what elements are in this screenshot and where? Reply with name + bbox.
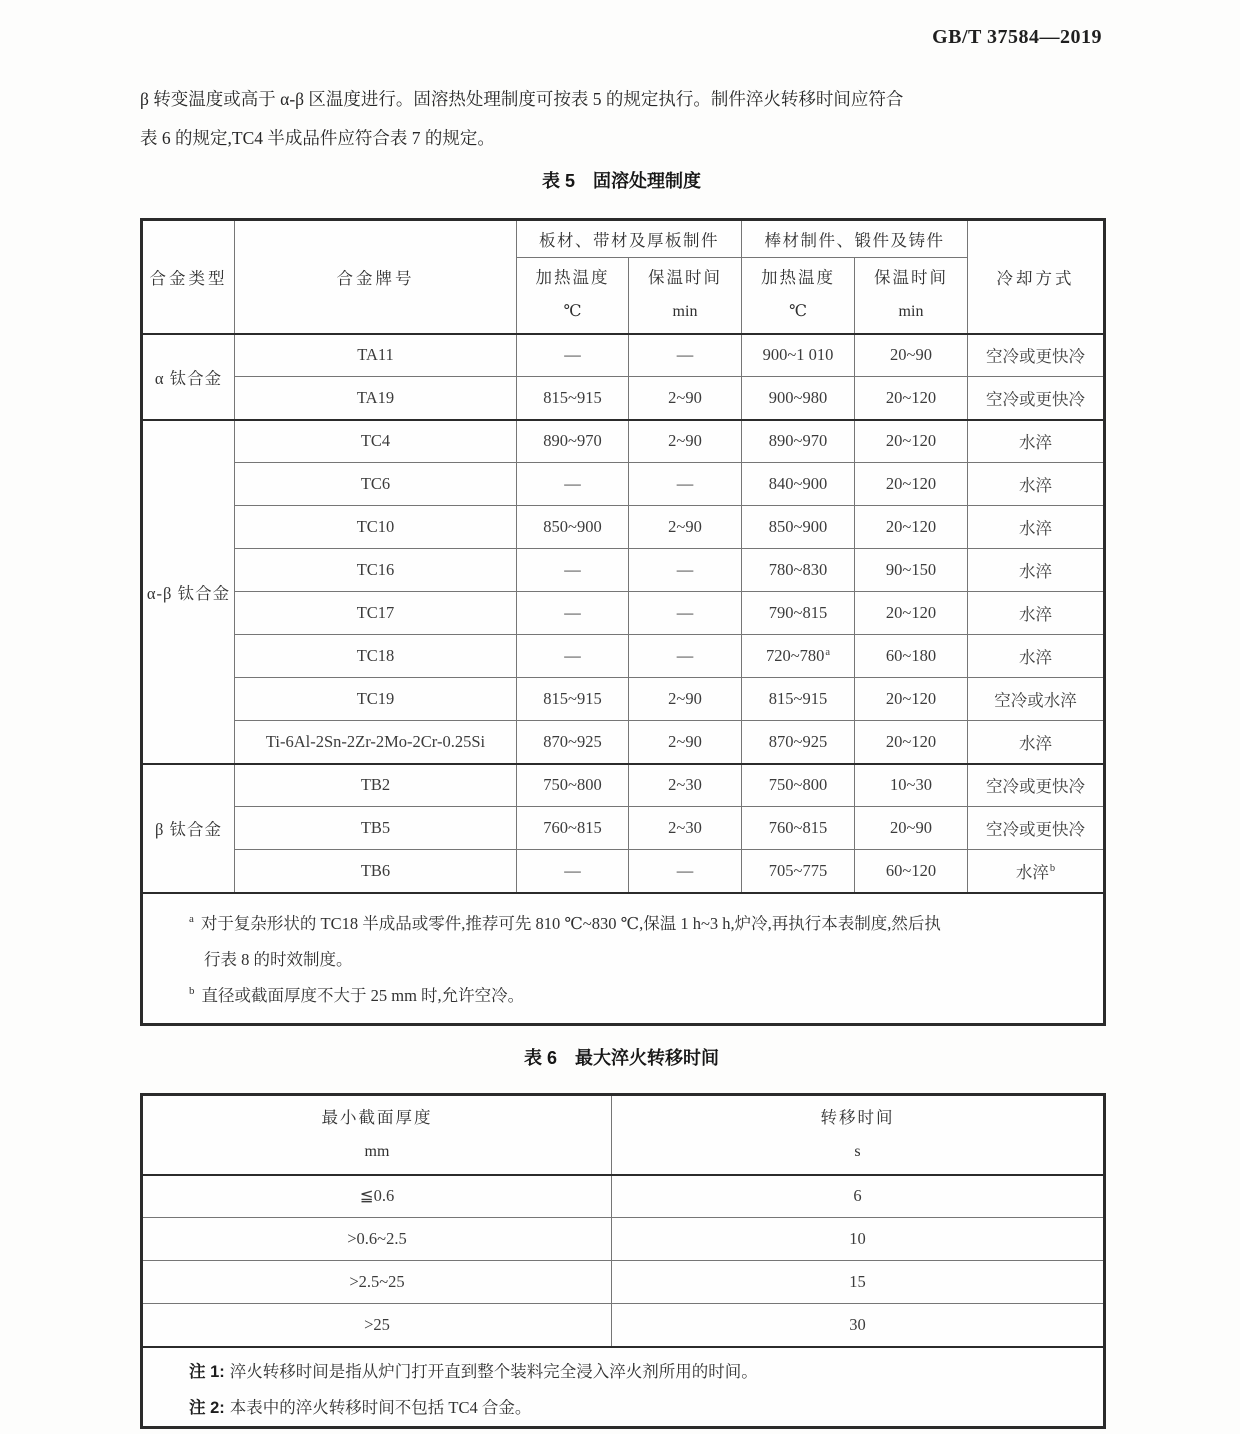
table-row <box>142 678 1105 721</box>
cell-thickness: >0.6~2.5 <box>142 1218 612 1261</box>
cell-plate-temp: 850~900 <box>517 506 629 549</box>
footnote-a <box>189 906 1079 942</box>
cell-bar-temp: 750~800 <box>742 764 855 807</box>
cell-bar-temp: 870~925 <box>742 721 855 764</box>
table-row <box>142 592 1105 635</box>
header-group-bar: 棒材制件、锻件及铸件 <box>742 220 968 258</box>
cell-cooling: 空冷或更快冷 <box>968 334 1105 377</box>
header-bar-hold-time <box>855 258 968 334</box>
table-row <box>142 334 1105 377</box>
table-row <box>142 506 1105 549</box>
cell-plate-time: 2~90 <box>629 678 742 721</box>
table-row <box>142 1175 1105 1218</box>
alloy-type-cell: α-β 钛合金 <box>142 420 235 764</box>
table6-notes <box>142 1347 1105 1428</box>
cell-bar-time: 60~180 <box>855 635 968 678</box>
table6-quench-transfer-time <box>140 1093 1106 1429</box>
cell-grade: TA19 <box>235 377 517 420</box>
cell-grade: Ti-6Al-2Sn-2Zr-2Mo-2Cr-0.25Si <box>235 721 517 764</box>
table6-title-label: 表 6 <box>523 1048 557 1068</box>
footnote-marker: a <box>189 913 194 925</box>
cell-bar-time: 20~120 <box>855 377 968 420</box>
table5-footnotes <box>142 893 1105 1025</box>
header-label: 加热温度 <box>761 268 835 288</box>
cell-bar-temp: 780~830 <box>742 549 855 592</box>
cell-grade: TC4 <box>235 420 517 463</box>
header-alloy-type: 合金类型 <box>142 220 235 334</box>
header-unit: ℃ <box>789 303 807 321</box>
header-min-thickness <box>142 1095 612 1175</box>
cell-value: 水淬 <box>1015 862 1049 882</box>
header-group-plate: 板材、带材及厚板制件 <box>517 220 742 258</box>
cell-bar-temp: 790~815 <box>742 592 855 635</box>
cell-bar-time: 20~120 <box>855 678 968 721</box>
cell-plate-time: — <box>629 549 742 592</box>
cell-plate-time: 2~90 <box>629 377 742 420</box>
table-row <box>142 463 1105 506</box>
header-unit: min <box>898 303 924 321</box>
cell-grade: TC6 <box>235 463 517 506</box>
note-label: 注 2: <box>189 1398 225 1417</box>
cell-plate-temp: 890~970 <box>517 420 629 463</box>
cell-plate-temp: — <box>517 850 629 893</box>
table-row <box>142 850 1105 893</box>
cell-value: 720~780 <box>765 646 825 665</box>
cell-cooling: 空冷或水淬 <box>968 678 1105 721</box>
cell-cooling: 水淬 <box>968 549 1105 592</box>
table5-title <box>140 167 1103 193</box>
cell-plate-time: — <box>629 850 742 893</box>
cell-cooling: 水淬 <box>968 506 1105 549</box>
header-plate-heat-temp <box>517 258 629 334</box>
alloy-type-cell: α 钛合金 <box>142 334 235 420</box>
header-cooling: 冷却方式 <box>968 220 1105 334</box>
cell-bar-time: 10~30 <box>855 764 968 807</box>
alloy-type-cell: β 钛合金 <box>142 764 235 893</box>
cell-cooling: 水淬 <box>968 721 1105 764</box>
cell-thickness: >2.5~25 <box>142 1261 612 1304</box>
cell-cooling: 空冷或更快冷 <box>968 764 1105 807</box>
note-text: 淬火转移时间是指从炉门打开直到整个装料完全浸入淬火剂所用的时间。 <box>229 1361 758 1381</box>
table-row <box>142 420 1105 463</box>
cell-bar-time: 20~120 <box>855 463 968 506</box>
cell-bar-time: 20~90 <box>855 334 968 377</box>
cell-cooling: 水淬 <box>968 635 1105 678</box>
cell-cooling: 水淬 <box>968 463 1105 506</box>
table-row <box>142 807 1105 850</box>
header-label: 加热温度 <box>535 268 610 288</box>
cell-plate-temp: 750~800 <box>517 764 629 807</box>
table-row <box>142 549 1105 592</box>
cell-plate-temp: — <box>517 635 629 678</box>
header-label: 保温时间 <box>648 268 722 288</box>
cell-grade: TC18 <box>235 635 517 678</box>
cell-cooling: 空冷或更快冷 <box>968 807 1105 850</box>
header-unit: ℃ <box>563 303 582 321</box>
cell-bar-temp <box>742 635 855 678</box>
table-row <box>142 1218 1105 1261</box>
cell-plate-temp: — <box>517 549 629 592</box>
intro-paragraph <box>140 80 1103 158</box>
cell-grade: TC16 <box>235 549 517 592</box>
header-label: 最小截面厚度 <box>321 1107 433 1127</box>
cell-bar-temp: 840~900 <box>742 463 855 506</box>
cell-grade: TB2 <box>235 764 517 807</box>
cell-bar-temp: 850~900 <box>742 506 855 549</box>
cell-thickness: ≦0.6 <box>142 1175 612 1218</box>
cell-bar-temp: 705~775 <box>742 850 855 893</box>
cell-cooling: 水淬 <box>968 592 1105 635</box>
cell-cooling: 空冷或更快冷 <box>968 377 1105 420</box>
cell-thickness: >25 <box>142 1304 612 1347</box>
cell-cooling <box>968 850 1105 893</box>
header-plate-hold-time <box>629 258 742 334</box>
cell-grade: TA11 <box>235 334 517 377</box>
cell-bar-temp: 890~970 <box>742 420 855 463</box>
cell-cooling: 水淬 <box>968 420 1105 463</box>
cell-bar-temp: 760~815 <box>742 807 855 850</box>
cell-plate-time: 2~90 <box>629 506 742 549</box>
note-1 <box>189 1354 1079 1390</box>
cell-plate-temp: 870~925 <box>517 721 629 764</box>
header-unit: s <box>854 1142 861 1160</box>
cell-plate-temp: 815~915 <box>517 678 629 721</box>
cell-plate-time: — <box>629 592 742 635</box>
table5-title-text: 固溶处理制度 <box>593 171 701 191</box>
cell-grade: TB6 <box>235 850 517 893</box>
cell-bar-temp: 900~980 <box>742 377 855 420</box>
cell-bar-time: 20~90 <box>855 807 968 850</box>
footnote-text: 对于复杂形状的 TC18 半成品或零件,推荐可先 810 ℃~830 ℃,保温 1 h~3 h,炉冷,再执行本表制度,然后执 <box>200 913 941 933</box>
cell-plate-temp: — <box>517 463 629 506</box>
cell-plate-time: — <box>629 463 742 506</box>
table-row <box>142 377 1105 420</box>
note-2 <box>189 1390 1079 1426</box>
table5-footnote-row <box>142 893 1105 1025</box>
header-transfer-time <box>612 1095 1105 1175</box>
cell-bar-time: 60~120 <box>855 850 968 893</box>
table6-title-text: 最大淬火转移时间 <box>575 1048 719 1068</box>
cell-plate-time: 2~30 <box>629 764 742 807</box>
intro-line: β 转变温度或高于 α-β 区温度进行。固溶热处理制度可按表 5 的规定执行。制件淬火转移时间应符合 <box>140 89 904 109</box>
cell-plate-time: — <box>629 334 742 377</box>
cell-time: 15 <box>612 1261 1105 1304</box>
cell-plate-temp: — <box>517 334 629 377</box>
footnote-marker: b <box>189 985 195 997</box>
cell-bar-time: 20~120 <box>855 506 968 549</box>
cell-time: 6 <box>612 1175 1105 1218</box>
footnote-text: 直径或截面厚度不大于 25 mm 时,允许空冷。 <box>201 985 525 1005</box>
table-row <box>142 1304 1105 1347</box>
footnote-ref: b <box>1049 863 1056 875</box>
cell-time: 10 <box>612 1218 1105 1261</box>
table-row <box>142 635 1105 678</box>
standard-code: GB/T 37584—2019 <box>932 26 1102 48</box>
cell-grade: TB5 <box>235 807 517 850</box>
cell-bar-temp: 900~1 010 <box>742 334 855 377</box>
cell-grade: TC17 <box>235 592 517 635</box>
note-label: 注 1: <box>189 1362 225 1381</box>
table6-notes-row <box>142 1347 1105 1428</box>
cell-plate-time: 2~90 <box>629 721 742 764</box>
cell-plate-time: 2~90 <box>629 420 742 463</box>
footnote-b <box>189 978 1079 1014</box>
header-label: 转移时间 <box>820 1107 895 1127</box>
header-bar-heat-temp <box>742 258 855 334</box>
footnote-a-continued: 行表 8 的时效制度。 <box>204 949 353 969</box>
cell-plate-temp: 815~915 <box>517 377 629 420</box>
intro-line: 表 6 的规定,TC4 半成品件应符合表 7 的规定。 <box>140 128 495 148</box>
cell-bar-time: 90~150 <box>855 549 968 592</box>
cell-plate-temp: 760~815 <box>517 807 629 850</box>
table5-header-row1 <box>142 220 1105 258</box>
table5-title-label: 表 5 <box>541 171 575 191</box>
cell-plate-time: 2~30 <box>629 807 742 850</box>
table6-title <box>140 1044 1103 1070</box>
table6-header-row <box>142 1095 1105 1175</box>
cell-plate-temp: — <box>517 592 629 635</box>
header-alloy-grade: 合金牌号 <box>235 220 517 334</box>
cell-bar-time: 20~120 <box>855 420 968 463</box>
cell-bar-temp: 815~915 <box>742 678 855 721</box>
header-unit: min <box>672 303 698 321</box>
table-row <box>142 764 1105 807</box>
cell-grade: TC10 <box>235 506 517 549</box>
footnote-ref: a <box>825 646 831 658</box>
cell-bar-time: 20~120 <box>855 721 968 764</box>
table-row <box>142 721 1105 764</box>
header-unit: mm <box>364 1142 390 1160</box>
table5-solution-treatment <box>140 218 1106 1026</box>
note-text: 本表中的淬火转移时间不包括 TC4 合金。 <box>229 1397 532 1417</box>
cell-bar-time: 20~120 <box>855 592 968 635</box>
cell-grade: TC19 <box>235 678 517 721</box>
table-row <box>142 1261 1105 1304</box>
cell-plate-time: — <box>629 635 742 678</box>
cell-time: 30 <box>612 1304 1105 1347</box>
header-label: 保温时间 <box>874 268 948 288</box>
